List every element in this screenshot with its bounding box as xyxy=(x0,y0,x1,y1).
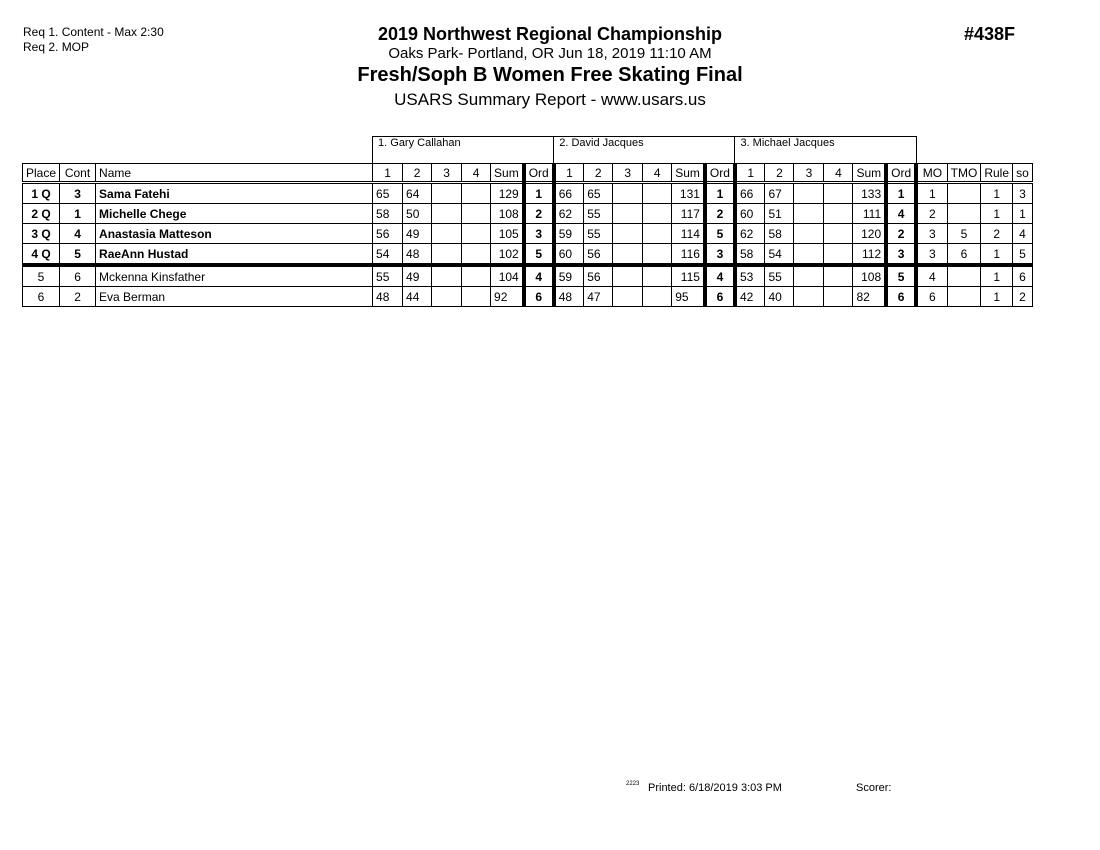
judge-2-score-4 xyxy=(643,265,672,287)
place-cell: 5 xyxy=(23,265,60,287)
judge-1-ordinal: 4 xyxy=(524,265,554,287)
skater-name-cell: Eva Berman xyxy=(96,287,373,307)
judge-1-score-3 xyxy=(432,183,462,204)
judge-3-ordinal: 4 xyxy=(886,204,916,224)
skater-name-cell: Michelle Chege xyxy=(96,204,373,224)
judge-1-score-3 xyxy=(432,204,462,224)
judge-2-sum: 95 xyxy=(672,287,705,307)
judge-2-score-1: 62 xyxy=(554,204,584,224)
col-j3-ord: Ord xyxy=(886,164,916,183)
report-title: USARS Summary Report - www.usars.us xyxy=(394,90,706,109)
col-place: Place xyxy=(23,164,60,183)
judge-1-score-2: 49 xyxy=(403,224,432,244)
rule-cell: 1 xyxy=(981,265,1013,287)
event-title: Fresh/Soph B Women Free Skating Final xyxy=(357,64,743,86)
judge-2-score-4 xyxy=(643,204,672,224)
table-row xyxy=(23,183,1033,204)
rule-cell: 1 xyxy=(981,287,1013,307)
skater-name-cell: Mckenna Kinsfather xyxy=(96,265,373,287)
judge-3-score-4 xyxy=(824,244,853,266)
table-row xyxy=(23,287,1033,307)
contestant-number-cell: 5 xyxy=(60,244,96,266)
judge-1-score-3 xyxy=(432,287,462,307)
contestant-number-cell: 3 xyxy=(60,183,96,204)
requirements xyxy=(23,25,164,55)
tmo-cell xyxy=(947,183,981,204)
col-j2-2: 2 xyxy=(584,164,613,183)
col-so: so xyxy=(1013,164,1033,183)
col-tmo: TMO xyxy=(947,164,981,183)
place-cell: 1 Q xyxy=(23,183,60,204)
judge-1-score-2: 64 xyxy=(403,183,432,204)
judge-2-score-3 xyxy=(613,224,643,244)
judge-3-sum: 120 xyxy=(853,224,886,244)
judge-1-score-2: 49 xyxy=(403,265,432,287)
judge-1-score-4 xyxy=(462,183,491,204)
judge-1-ordinal: 2 xyxy=(524,204,554,224)
col-j2-1: 1 xyxy=(554,164,584,183)
scorer-label: Scorer: xyxy=(856,782,892,794)
judge-3-score-2: 55 xyxy=(765,265,794,287)
judge-1-score-4 xyxy=(462,265,491,287)
judge-1-ordinal: 5 xyxy=(524,244,554,266)
column-header-row xyxy=(23,164,1033,183)
judge-2-score-4 xyxy=(643,224,672,244)
judge-2-score-2: 56 xyxy=(584,265,613,287)
col-j1-2: 2 xyxy=(403,164,432,183)
judge-1-sum: 92 xyxy=(491,287,524,307)
skater-name-cell: RaeAnn Hustad xyxy=(96,244,373,266)
judge-2-score-3 xyxy=(613,183,643,204)
judge-2-score-1: 66 xyxy=(554,183,584,204)
so-cell: 1 xyxy=(1013,204,1033,224)
judge-3-sum: 82 xyxy=(853,287,886,307)
tmo-cell: 6 xyxy=(947,244,981,266)
judge-1-score-1: 65 xyxy=(373,183,403,204)
mo-cell: 1 xyxy=(916,183,947,204)
col-cont: Cont xyxy=(60,164,96,183)
judge-2-sum: 114 xyxy=(672,224,705,244)
so-cell: 5 xyxy=(1013,244,1033,266)
mo-cell: 3 xyxy=(916,244,947,266)
judge-2-score-2: 55 xyxy=(584,224,613,244)
footer-code: 2223 xyxy=(626,781,640,787)
results-table xyxy=(22,136,1033,307)
judge-2-score-1: 48 xyxy=(554,287,584,307)
judge-3-score-3 xyxy=(794,244,824,266)
col-name: Name xyxy=(96,164,373,183)
col-j2-4: 4 xyxy=(643,164,672,183)
rule-cell: 1 xyxy=(981,204,1013,224)
so-cell: 3 xyxy=(1013,183,1033,204)
judge-3-score-4 xyxy=(824,224,853,244)
judge-1-score-4 xyxy=(462,287,491,307)
judge-1-score-1: 56 xyxy=(373,224,403,244)
mo-cell: 3 xyxy=(916,224,947,244)
col-j3-4: 4 xyxy=(824,164,853,183)
judge-2-score-3 xyxy=(613,265,643,287)
requirement-1: Req 1. Content - Max 2:30 xyxy=(23,25,164,39)
judge-3-ordinal: 2 xyxy=(886,224,916,244)
judge-2-sum: 131 xyxy=(672,183,705,204)
judge-3-score-3 xyxy=(794,265,824,287)
judge-1-score-2: 50 xyxy=(403,204,432,224)
col-j2-sum: Sum xyxy=(672,164,705,183)
judge-3-ordinal: 3 xyxy=(886,244,916,266)
competition-title: 2019 Northwest Regional Championship xyxy=(377,24,723,44)
so-cell: 6 xyxy=(1013,265,1033,287)
judge-3-ordinal: 5 xyxy=(886,265,916,287)
judge-3-score-4 xyxy=(824,204,853,224)
judge-2-score-3 xyxy=(613,287,643,307)
col-j2-3: 3 xyxy=(613,164,643,183)
contestant-number-cell: 2 xyxy=(60,287,96,307)
judge-3-sum: 108 xyxy=(853,265,886,287)
col-j1-ord: Ord xyxy=(524,164,554,183)
place-cell: 6 xyxy=(23,287,60,307)
tmo-cell xyxy=(947,204,981,224)
judge-3-sum: 112 xyxy=(853,244,886,266)
judge-1-sum: 104 xyxy=(491,265,524,287)
judge-3-score-2: 54 xyxy=(765,244,794,266)
col-j3-2: 2 xyxy=(765,164,794,183)
judge-3-score-4 xyxy=(824,287,853,307)
printed-timestamp: Printed: 6/18/2019 3:03 PM xyxy=(648,782,782,794)
judge-1-score-3 xyxy=(432,224,462,244)
judge-3-score-1: 42 xyxy=(735,287,765,307)
judge-2-score-2: 55 xyxy=(584,204,613,224)
judge-1-score-2: 44 xyxy=(403,287,432,307)
judge-3-ordinal: 6 xyxy=(886,287,916,307)
contestant-number-cell: 4 xyxy=(60,224,96,244)
skater-name-cell: Sama Fatehi xyxy=(96,183,373,204)
judge-header-row xyxy=(23,137,1033,164)
judge-2-score-4 xyxy=(643,183,672,204)
judge-1-sum: 102 xyxy=(491,244,524,266)
judge-3-ordinal: 1 xyxy=(886,183,916,204)
judge-1-score-1: 55 xyxy=(373,265,403,287)
judge-3-score-1: 58 xyxy=(735,244,765,266)
judge-2-score-4 xyxy=(643,244,672,266)
judge-2-score-2: 56 xyxy=(584,244,613,266)
judge-2-sum: 116 xyxy=(672,244,705,266)
judge-1-score-4 xyxy=(462,204,491,224)
table-row xyxy=(23,244,1033,266)
judge-2-ordinal: 2 xyxy=(705,204,735,224)
judge-1-name: 1. Gary Callahan xyxy=(373,137,554,164)
col-j1-4: 4 xyxy=(462,164,491,183)
judge-1-ordinal: 1 xyxy=(524,183,554,204)
place-cell: 3 Q xyxy=(23,224,60,244)
judge-3-name: 3. Michael Jacques xyxy=(735,137,916,164)
col-j1-sum: Sum xyxy=(491,164,524,183)
judge-3-score-4 xyxy=(824,265,853,287)
so-cell: 2 xyxy=(1013,287,1033,307)
judge-2-ordinal: 5 xyxy=(705,224,735,244)
judge-3-score-3 xyxy=(794,183,824,204)
contestant-number-cell: 1 xyxy=(60,204,96,224)
judge-2-sum: 115 xyxy=(672,265,705,287)
judge-3-score-3 xyxy=(794,204,824,224)
rule-cell: 2 xyxy=(981,224,1013,244)
judge-2-sum: 117 xyxy=(672,204,705,224)
judge-3-score-3 xyxy=(794,224,824,244)
so-cell: 4 xyxy=(1013,224,1033,244)
judge-1-score-3 xyxy=(432,244,462,266)
judge-2-score-4 xyxy=(643,287,672,307)
place-cell: 4 Q xyxy=(23,244,60,266)
mo-cell: 6 xyxy=(916,287,947,307)
table-row xyxy=(23,265,1033,287)
judge-3-score-2: 40 xyxy=(765,287,794,307)
rule-cell: 1 xyxy=(981,244,1013,266)
judge-2-score-2: 65 xyxy=(584,183,613,204)
mo-cell: 4 xyxy=(916,265,947,287)
tmo-cell xyxy=(947,287,981,307)
col-j1-3: 3 xyxy=(432,164,462,183)
judge-1-score-1: 54 xyxy=(373,244,403,266)
judge-3-score-1: 53 xyxy=(735,265,765,287)
col-rule: Rule xyxy=(981,164,1013,183)
judge-1-score-3 xyxy=(432,265,462,287)
judge-3-score-4 xyxy=(824,183,853,204)
judge-3-score-1: 66 xyxy=(735,183,765,204)
judge-2-score-3 xyxy=(613,204,643,224)
judge-2-score-1: 60 xyxy=(554,244,584,266)
judge-1-sum: 105 xyxy=(491,224,524,244)
judge-2-ordinal: 4 xyxy=(705,265,735,287)
event-number: #438F xyxy=(964,24,1016,44)
table-row xyxy=(23,204,1033,224)
mo-cell: 2 xyxy=(916,204,947,224)
judge-3-sum: 111 xyxy=(853,204,886,224)
judge-2-ordinal: 1 xyxy=(705,183,735,204)
judge-3-score-3 xyxy=(794,287,824,307)
judge-3-score-2: 51 xyxy=(765,204,794,224)
table-row xyxy=(23,224,1033,244)
judge-1-sum: 108 xyxy=(491,204,524,224)
place-cell: 2 Q xyxy=(23,204,60,224)
judge-2-score-3 xyxy=(613,244,643,266)
col-mo: MO xyxy=(916,164,947,183)
col-j2-ord: Ord xyxy=(705,164,735,183)
col-j3-sum: Sum xyxy=(853,164,886,183)
judge-2-ordinal: 6 xyxy=(705,287,735,307)
col-j1-1: 1 xyxy=(373,164,403,183)
judge-1-score-1: 48 xyxy=(373,287,403,307)
judge-3-score-2: 58 xyxy=(765,224,794,244)
judge-3-score-1: 60 xyxy=(735,204,765,224)
requirement-2: Req 2. MOP xyxy=(23,40,90,54)
judge-2-ordinal: 3 xyxy=(705,244,735,266)
judge-1-score-4 xyxy=(462,244,491,266)
judge-3-score-1: 62 xyxy=(735,224,765,244)
col-j3-1: 1 xyxy=(735,164,765,183)
rule-cell: 1 xyxy=(981,183,1013,204)
judge-1-sum: 129 xyxy=(491,183,524,204)
tmo-cell: 5 xyxy=(947,224,981,244)
judge-2-name: 2. David Jacques xyxy=(554,137,735,164)
col-j3-3: 3 xyxy=(794,164,824,183)
judge-2-score-2: 47 xyxy=(584,287,613,307)
judge-3-score-2: 67 xyxy=(765,183,794,204)
venue-date: Oaks Park- Portland, OR Jun 18, 2019 11:10 AM xyxy=(388,45,712,62)
judge-1-score-1: 58 xyxy=(373,204,403,224)
skater-name-cell: Anastasia Matteson xyxy=(96,224,373,244)
judge-1-score-4 xyxy=(462,224,491,244)
contestant-number-cell: 6 xyxy=(60,265,96,287)
judge-3-sum: 133 xyxy=(853,183,886,204)
judge-1-ordinal: 6 xyxy=(524,287,554,307)
judge-1-score-2: 48 xyxy=(403,244,432,266)
judge-2-score-1: 59 xyxy=(554,224,584,244)
tmo-cell xyxy=(947,265,981,287)
judge-2-score-1: 59 xyxy=(554,265,584,287)
judge-1-ordinal: 3 xyxy=(524,224,554,244)
